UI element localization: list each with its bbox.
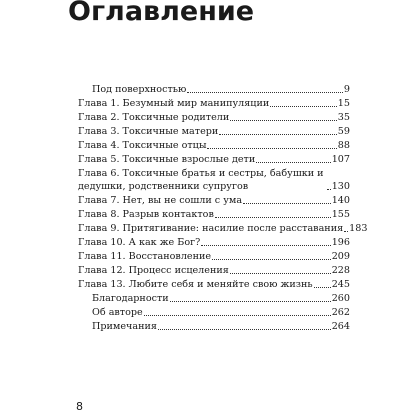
toc-entry-title: Об авторе: [92, 307, 143, 319]
toc-entry-page: 107: [331, 154, 350, 165]
toc-entry-title: Глава 2. Токсичные родители: [78, 112, 230, 123]
toc-entry-page: 9: [343, 84, 350, 95]
toc-entry-title: Глава 3. Токсичные матери: [78, 126, 219, 137]
toc-entry-title: Глава 10. А как же Бог?: [78, 237, 201, 249]
toc-entry-page: 140: [331, 195, 350, 207]
toc-leader: [158, 329, 331, 330]
toc-leader: [187, 92, 343, 93]
table-of-contents: [78, 83, 368, 334]
toc-entry-page: 260: [331, 293, 350, 305]
toc-entry[interactable]: [78, 250, 350, 264]
toc-entry[interactable]: [78, 111, 350, 125]
toc-entry-title: Под поверхностью: [92, 84, 187, 95]
toc-entry[interactable]: [78, 208, 350, 222]
toc-entry-title: Глава 5. Токсичные взрослые дети: [78, 154, 256, 165]
toc-entry-page: 209: [331, 251, 350, 263]
toc-entry-page: 59: [337, 126, 350, 137]
toc-entry[interactable]: [78, 153, 350, 167]
toc-entry-page: 155: [331, 209, 350, 221]
toc-leader: [327, 189, 331, 190]
toc-leader: [344, 231, 348, 232]
toc-entry[interactable]: [78, 264, 350, 278]
toc-leader: [230, 273, 331, 274]
toc-entry-title: Глава 9. Притягивание: насилие после расставания: [78, 223, 344, 235]
toc-leader: [212, 259, 331, 260]
toc-entry[interactable]: [78, 139, 350, 153]
toc-entry-title: Глава 7. Нет, вы не сошли с ума: [78, 195, 243, 207]
toc-entry[interactable]: [78, 167, 350, 194]
toc-leader: [215, 217, 331, 218]
toc-leader: [314, 287, 331, 288]
toc-leader: [243, 203, 331, 204]
toc-entry-page: 183: [349, 223, 368, 235]
toc-entry-page: 88: [337, 140, 350, 151]
toc-entry-page: 15: [337, 98, 350, 109]
toc-entry-page: 228: [331, 265, 350, 277]
toc-leader: [230, 120, 337, 121]
toc-entry-title: Глава 4. Токсичные отцы: [78, 140, 207, 151]
toc-entry[interactable]: [78, 97, 350, 111]
toc-entry-page: 245: [331, 279, 350, 291]
toc-entry-page: 196: [331, 237, 350, 249]
toc-leader: [256, 162, 330, 163]
toc-entry-title: Глава 12. Процесс исцеления: [78, 265, 229, 277]
toc-leader: [207, 148, 336, 149]
toc-leader: [144, 315, 331, 316]
toc-entry-title: Глава 11. Восстановление: [78, 251, 212, 263]
toc-entry[interactable]: [78, 236, 350, 250]
toc-leader: [219, 134, 337, 135]
toc-entry[interactable]: [78, 320, 350, 334]
toc-entry-title: Глава 1. Безумный мир манипуляции: [78, 98, 270, 109]
toc-entry-title: Примечания: [92, 321, 157, 333]
toc-entry-page: 130: [331, 181, 350, 193]
toc-entry[interactable]: [78, 125, 350, 139]
toc-entry[interactable]: [78, 194, 350, 208]
toc-entry[interactable]: [78, 278, 350, 292]
toc-entry-page: 35: [337, 112, 350, 123]
toc-entry-page: 262: [331, 307, 350, 319]
page-number: 8: [76, 400, 83, 413]
toc-entry[interactable]: [78, 83, 350, 97]
toc-entry-title: Глава 8. Разрыв контактов: [78, 209, 214, 221]
page-title: Оглавление: [68, 0, 255, 27]
toc-entry[interactable]: [78, 306, 350, 320]
toc-leader: [201, 245, 330, 246]
toc-leader: [170, 301, 331, 302]
toc-entry-page: 264: [331, 321, 350, 333]
toc-entry-title: Глава 6. Токсичные братья и сестры, бабушки и дедушки, родственники супругов: [78, 168, 324, 193]
toc-entry-title: Благодарности: [92, 293, 169, 305]
toc-entry[interactable]: [78, 222, 368, 236]
toc-leader: [270, 106, 337, 107]
toc-entry[interactable]: [78, 292, 350, 306]
toc-entry-title: Глава 13. Любите себя и меняйте свою жизнь: [78, 279, 313, 291]
